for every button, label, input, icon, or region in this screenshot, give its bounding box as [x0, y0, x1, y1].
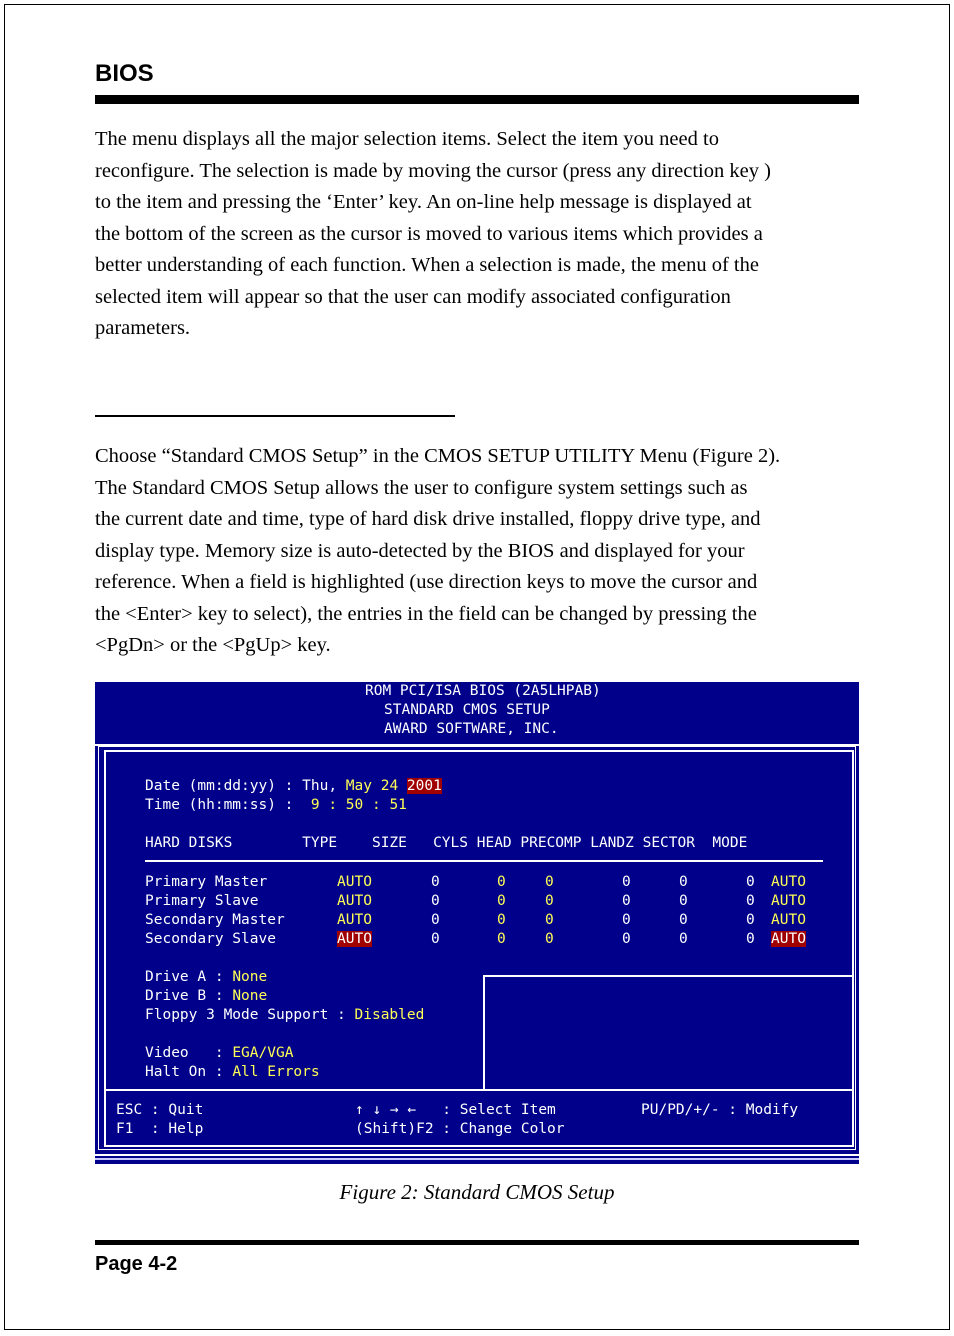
help-select-item: ↑ ↓ → ← : Select Item — [355, 1102, 556, 1118]
help-f1: F1 : Help — [116, 1121, 204, 1137]
floppy3-value[interactable]: Disabled — [354, 1007, 425, 1023]
text-line: <PgDn> or the <PgUp> key. — [95, 634, 331, 656]
date-row[interactable]: Date (mm:dd:yy) : Thu, May 24 2001 — [145, 778, 442, 794]
disk-precomp-value: 0 — [622, 893, 631, 909]
disk-landz-cell[interactable] — [679, 873, 688, 892]
bios-subtitle: STANDARD CMOS SETUP — [384, 702, 550, 718]
disk-landz-value: 0 — [679, 893, 688, 909]
disk-type-cell[interactable] — [337, 911, 372, 930]
disk-mode-cell[interactable] — [771, 873, 806, 892]
info-panel — [483, 975, 854, 1091]
time-row[interactable]: Time (hh:mm:ss) : 9 : 50 : 51 — [145, 797, 407, 813]
page-number: Page 4-2 — [95, 1253, 178, 1275]
disk-head-value: 0 — [545, 931, 554, 947]
disk-type-cell[interactable] — [337, 930, 372, 949]
halt-on-value[interactable]: All Errors — [232, 1064, 320, 1080]
disk-sector-value: 0 — [746, 893, 755, 909]
drive-a-value[interactable]: None — [232, 969, 268, 985]
disk-cyls-value: 0 — [497, 912, 506, 928]
video-value[interactable]: EGA/VGA — [232, 1045, 294, 1061]
disk-size-cell[interactable] — [431, 930, 440, 949]
halt-on-row[interactable]: Halt On : All Errors — [145, 1064, 320, 1080]
bios-vendor: AWARD SOFTWARE, INC. — [384, 721, 559, 737]
text-line: reconfigure. The selection is made by moving the cursor (press any direction key ) — [95, 159, 771, 182]
text-line: reference. When a field is highlighted (use direction keys to move the cursor and — [95, 571, 758, 593]
disk-sector-value: 0 — [746, 874, 755, 890]
text-line: The Standard CMOS Setup allows the user to configure system settings such as — [95, 476, 748, 499]
disk-type-value: AUTO — [337, 893, 372, 909]
disk-type-cell[interactable] — [337, 892, 372, 911]
floppy3-row[interactable]: Floppy 3 Mode Support : Disabled — [145, 1007, 425, 1023]
disk-name-value: Secondary Slave — [145, 931, 276, 947]
disk-type-cell[interactable] — [337, 873, 372, 892]
help-esc: ESC : Quit — [116, 1102, 204, 1118]
disk-sector-cell[interactable] — [746, 873, 755, 892]
disk-mode-value: AUTO — [771, 912, 806, 928]
text-line: The menu displays all the major selection items. Select the item you need to — [95, 128, 719, 150]
disk-type-value: AUTO — [337, 931, 372, 947]
disk-name-value: Primary Master — [145, 874, 268, 890]
text-line: better understanding of each function. When a selection is made, the menu of the — [95, 254, 759, 276]
disk-precomp-cell[interactable] — [622, 930, 631, 949]
disk-precomp-value: 0 — [622, 912, 631, 928]
disk-size-value: 0 — [431, 874, 440, 890]
disk-size-value: 0 — [431, 912, 440, 928]
help-change-color: (Shift)F2 : Change Color — [355, 1121, 565, 1137]
disk-head-value: 0 — [545, 893, 554, 909]
disk-name-cell — [145, 873, 267, 892]
disk-mode-value: AUTO — [771, 893, 806, 909]
hard-disk-column-headers: HARD DISKS TYPE SIZE CYLS HEAD PRECOMP LANDZ SECTOR MODE — [145, 835, 748, 851]
disk-head-value: 0 — [545, 912, 554, 928]
disk-sector-value: 0 — [746, 931, 755, 947]
header-rule — [95, 95, 859, 104]
disk-landz-cell[interactable] — [679, 911, 688, 930]
disk-cyls-cell[interactable] — [497, 892, 506, 911]
drive-b-value[interactable]: None — [232, 988, 268, 1004]
bios-screen — [95, 682, 859, 1164]
time-value[interactable]: 9 : 50 : 51 — [310, 797, 407, 813]
text-line: selected item will appear so that the user can modify associated configuration — [95, 285, 731, 308]
date-year[interactable]: 2001 — [406, 778, 442, 794]
drive-b-row[interactable]: Drive B : None — [145, 988, 268, 1004]
disk-head-cell[interactable] — [545, 911, 554, 930]
disk-type-value: AUTO — [337, 874, 372, 890]
text-line: display type. Memory size is auto-detected by the BIOS and displayed for your — [95, 539, 745, 562]
disk-name-cell — [145, 892, 259, 911]
subsection-rule — [95, 415, 455, 417]
disk-head-cell[interactable] — [545, 930, 554, 949]
disk-precomp-value: 0 — [622, 931, 631, 947]
disk-sector-cell[interactable] — [746, 911, 755, 930]
disk-mode-value: AUTO — [771, 931, 806, 947]
text-line: Choose “Standard CMOS Setup” in the CMOS SETUP UTILITY Menu (Figure 2). — [95, 445, 781, 467]
disk-size-cell[interactable] — [431, 873, 440, 892]
disk-precomp-cell[interactable] — [622, 911, 631, 930]
disk-cyls-cell[interactable] — [497, 873, 506, 892]
video-row[interactable]: Video : EGA/VGA — [145, 1045, 294, 1061]
disk-landz-value: 0 — [679, 874, 688, 890]
disk-landz-value: 0 — [679, 931, 688, 947]
text-line: the <Enter> key to select), the entries in the field can be changed by pressing the — [95, 602, 757, 625]
text-line: the current date and time, type of hard disk drive installed, floppy drive type, and — [95, 508, 761, 530]
disk-landz-cell[interactable] — [679, 892, 688, 911]
disk-head-cell[interactable] — [545, 873, 554, 892]
disk-mode-cell[interactable] — [771, 892, 806, 911]
disk-landz-value: 0 — [679, 912, 688, 928]
disk-head-value: 0 — [545, 874, 554, 890]
disk-mode-value: AUTO — [771, 874, 806, 890]
disk-cyls-value: 0 — [497, 893, 506, 909]
drive-a-row[interactable]: Drive A : None — [145, 969, 268, 985]
text-line: to the item and pressing the ‘Enter’ key. An on-line help message is displayed at — [95, 191, 752, 213]
disk-name-cell — [145, 911, 285, 930]
text-line: the bottom of the screen as the cursor is moved to various items which provides a — [95, 222, 763, 245]
disk-cyls-cell[interactable] — [497, 911, 506, 930]
disk-size-cell[interactable] — [431, 892, 440, 911]
disk-precomp-value: 0 — [622, 874, 631, 890]
figure-caption: Figure 2: Standard CMOS Setup — [339, 1180, 615, 1204]
bios-title: ROM PCI/ISA BIOS (2A5LHPAB) — [365, 683, 601, 699]
cmos-paragraph — [95, 441, 870, 662]
disk-name-value: Secondary Master — [145, 912, 285, 928]
disk-landz-cell[interactable] — [679, 930, 688, 949]
disk-size-value: 0 — [431, 893, 440, 909]
disk-name-value: Primary Slave — [145, 893, 259, 909]
disk-sector-cell[interactable] — [746, 930, 755, 949]
disk-cyls-value: 0 — [497, 874, 506, 890]
help-modify: PU/PD/+/- : Modify — [641, 1102, 799, 1118]
disk-name-cell — [145, 930, 276, 949]
disk-head-cell[interactable] — [545, 892, 554, 911]
disk-precomp-cell[interactable] — [622, 873, 631, 892]
text-line: parameters. — [95, 317, 191, 339]
disk-mode-cell[interactable] — [771, 911, 806, 930]
disk-sector-cell[interactable] — [746, 892, 755, 911]
disk-type-value: AUTO — [337, 912, 372, 928]
footer-rule — [95, 1240, 859, 1245]
disk-cyls-value: 0 — [497, 931, 506, 947]
disk-precomp-cell[interactable] — [622, 892, 631, 911]
disk-mode-cell[interactable] — [771, 930, 806, 949]
disk-size-value: 0 — [431, 931, 440, 947]
intro-paragraph — [95, 124, 870, 345]
disk-cyls-cell[interactable] — [497, 930, 506, 949]
disk-sector-value: 0 — [746, 912, 755, 928]
date-value[interactable]: May 24 — [345, 778, 407, 794]
disk-size-cell[interactable] — [431, 911, 440, 930]
section-header: BIOS — [95, 60, 154, 87]
